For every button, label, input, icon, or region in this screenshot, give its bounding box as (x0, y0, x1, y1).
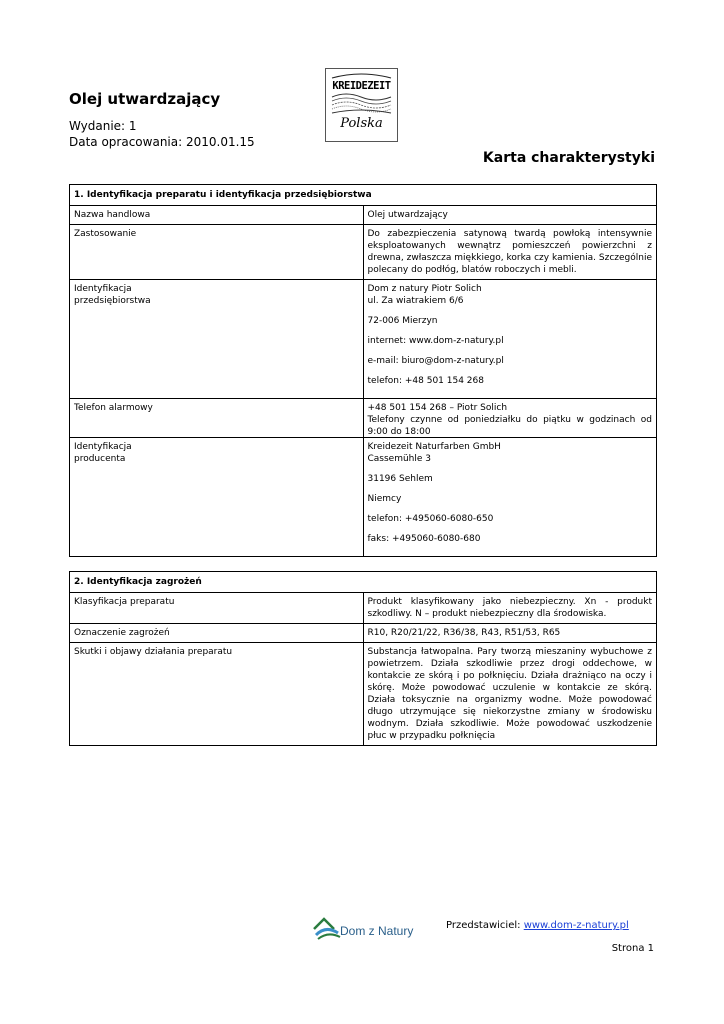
prepared-date: Data opracowania: 2010.01.15 (69, 135, 255, 149)
row-label-line: Telefon alarmowy (74, 403, 153, 413)
table-row (70, 225, 657, 280)
section-heading: 1. Identyfikacja preparatu i identyfikacja przedsiębiorstwa (70, 185, 657, 206)
table-row (70, 280, 657, 399)
representative (446, 920, 629, 931)
representative-link[interactable]: www.dom-z-natury.pl (523, 920, 629, 931)
row-value (363, 624, 657, 643)
row-label (70, 206, 364, 225)
edition: Wydanie: 1 (69, 119, 137, 133)
row-value (363, 206, 657, 225)
row-label (70, 624, 364, 643)
section-1-table (69, 184, 657, 557)
row-value (363, 280, 657, 399)
row-label-line: Oznaczenie zagrożeń (74, 628, 170, 638)
footer-logo-text: Dom z Natury (340, 924, 414, 938)
row-label (70, 399, 364, 438)
row-value-line: Produkt klasyfikowany jako niebezpieczny. Xn - produkt szkodliwy. N – produkt niebezpieczny dla środowiska. (367, 597, 652, 619)
row-value-line: +48 501 154 268 – Piotr Solich (367, 403, 508, 413)
logo-brand: KREIDEZEIT (332, 80, 391, 92)
row-value-line: Do zabezpieczenia satynową twardą powłoką intensywnie eksploatowanych wewnątrz pomieszczeń powierzchni z drewna, zwłaszcza miękkiego, korka czy kamienia. Szczególnie polecany do podłóg, blatów roboczych i mebli. (367, 229, 652, 275)
row-label-line: przedsiębiorstwa (74, 296, 151, 306)
row-value-line: R10, R20/21/22, R36/38, R43, R51/53, R65 (367, 628, 561, 638)
row-label (70, 225, 364, 280)
row-value (363, 643, 657, 746)
table-row (70, 624, 657, 643)
table-row (70, 206, 657, 225)
doc-meta (69, 118, 255, 150)
row-value-line: internet: www.dom-z-natury.pl (367, 336, 504, 346)
row-value-line: Cassemühle 3 (367, 454, 432, 464)
table-row (70, 643, 657, 746)
table-row (70, 399, 657, 438)
row-value-line: Dom z natury Piotr Solich (367, 284, 482, 294)
row-value-line: e-mail: biuro@dom-z-natury.pl (367, 356, 504, 366)
row-value-line: 72-006 Mierzyn (367, 316, 438, 326)
section-heading: 2. Identyfikacja zagrożeń (70, 572, 657, 593)
row-label-line: Zastosowanie (74, 229, 137, 239)
row-value-line: Niemcy (367, 494, 402, 504)
logo-sub: Polska (340, 116, 383, 131)
row-value-line: telefon: +495060-6080-650 (367, 514, 494, 524)
row-label-line: Identyfikacja (74, 284, 132, 294)
table-row (70, 593, 657, 624)
page-number: Strona 1 (611, 943, 654, 954)
row-value-line: 31196 Sehlem (367, 474, 433, 484)
representative-label: Przedstawiciel: (446, 920, 521, 931)
row-value-line: Substancja łatwopalna. Pary tworzą mieszaniny wybuchowe z powietrzem. Działa szkodliwie przez drogi oddechowe, w kontakcie ze skórą i po połknięciu. Działa drażniąco na oczy i skórę. Może powodować uczulenie w kontakcie ze skórą. Działa toksycznie na organizmy wodne. Może powodować długo utrzymujące się niekorzystne zmiany w środowisku wodnym. Działa szkodliwie. Może powodować uszkodzenie płuc w przypadku połknięcia (367, 647, 652, 741)
row-label (70, 593, 364, 624)
section-2-table (69, 571, 657, 746)
row-value (363, 225, 657, 280)
row-value-line: Telefony czynne od poniedziałku do piątku w godzinach od 9:00 do 18:00 (367, 415, 652, 437)
product-title: Olej utwardzający (69, 90, 221, 108)
row-label (70, 643, 364, 746)
row-label-line: producenta (74, 454, 126, 464)
row-value-line: telefon: +48 501 154 268 (367, 376, 484, 386)
dom-z-natury-logo (312, 915, 414, 941)
kreidezeit-logo (325, 68, 398, 142)
row-label (70, 280, 364, 399)
row-label-line: Klasyfikacja preparatu (74, 597, 175, 607)
document-type: Karta charakterystyki (482, 150, 655, 166)
row-label-line: Nazwa handlowa (74, 210, 151, 220)
row-value (363, 593, 657, 624)
row-value (363, 438, 657, 557)
row-label-line: Identyfikacja (74, 442, 132, 452)
row-label-line: Skutki i objawy działania preparatu (74, 647, 233, 657)
section-heading-row (70, 185, 657, 206)
section-heading-row (70, 572, 657, 593)
row-value-line: Kreidezeit Naturfarben GmbH (367, 442, 501, 452)
row-value-line: faks: +495060-6080-680 (367, 534, 481, 544)
row-value-line: Olej utwardzający (367, 210, 448, 220)
row-label (70, 438, 364, 557)
table-row (70, 438, 657, 557)
row-value-line: ul. Za wiatrakiem 6/6 (367, 296, 464, 306)
row-value (363, 399, 657, 438)
